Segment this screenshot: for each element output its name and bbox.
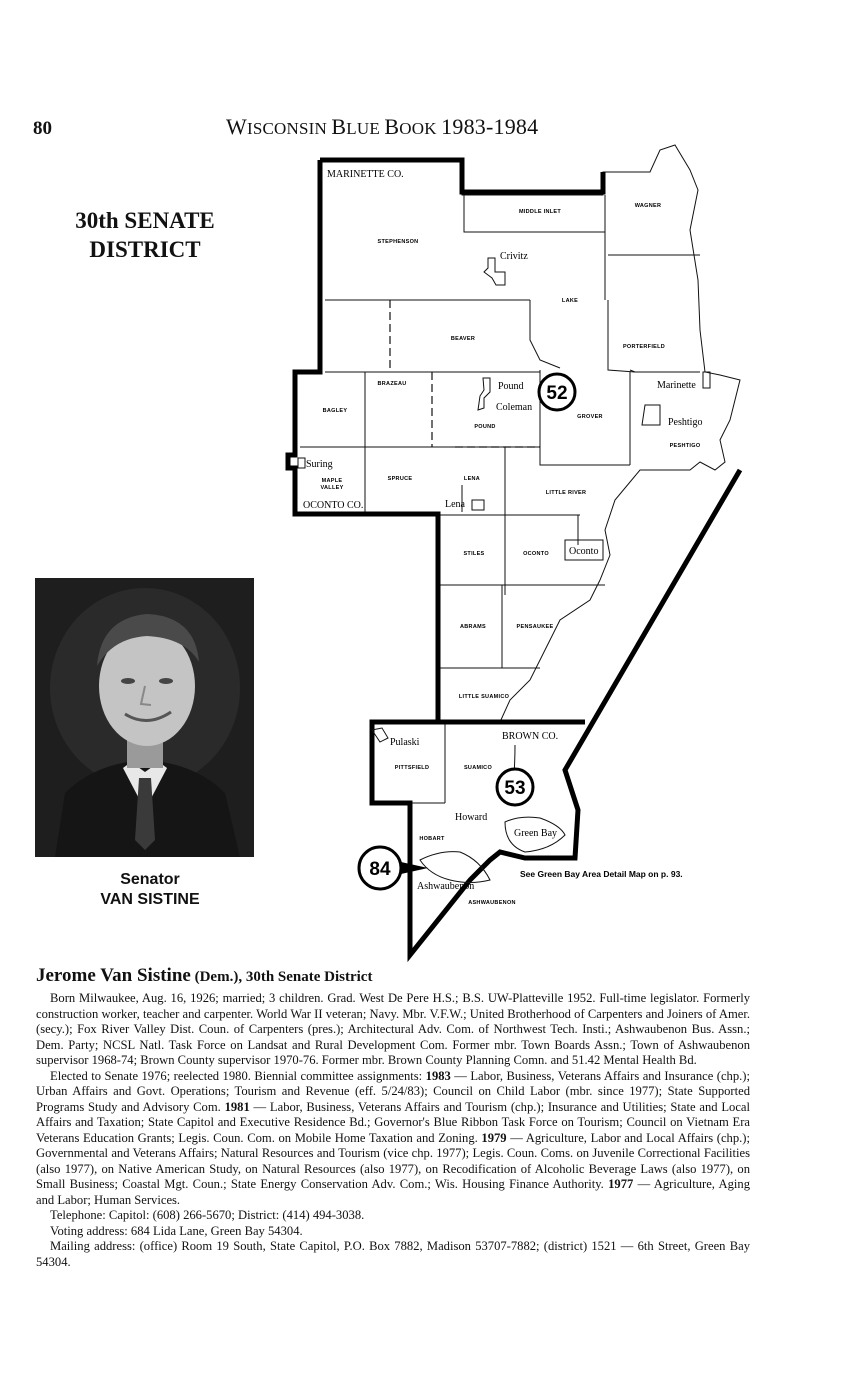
bio-telephone: Telephone: Capitol: (608) 266-5670; District: (414) 494-3038. xyxy=(50,1208,365,1222)
label-bagley: BAGLEY xyxy=(322,408,348,414)
label-suring: Suring xyxy=(306,459,333,470)
year-1979: 1979 xyxy=(481,1130,507,1145)
label-coleman: Coleman xyxy=(496,402,533,413)
bio-paragraph-background: Born Milwaukee, Aug. 16, 1926; married; 3 children. Grad. West De Pere H.S.; B.S. UW-Platteville 1952. Full-time legislator. Formerly construction worker, teacher and carpenter. World War II veteran; Navy. Mbr. V.F.W.; United Brotherhood of Carpenters and Joiners of Amer. (secy.); Fox River Valley Dist. Coun. of Carpenters (pres.); Architectural Adv. Com. of Northwest Tech. Insti.; Ashwaubenon Bus. Assn.; Dem. Party; NCSL Natl. Task Force on Landsat and Rural Development Com. Former mbr. Town Boards Assn.; Town of Ashwaubenon supervisor 1968-74; Brown County supervisor 1970-76. Former mbr. Brown County Planning Comn. and 51.42 Mental Health Bd. xyxy=(36,991,750,1067)
label-stiles: STILES xyxy=(463,551,485,557)
label-abrams: ABRAMS xyxy=(460,624,486,630)
running-head-b: B xyxy=(331,114,347,139)
district-title-line1: 30th SENATE xyxy=(75,208,215,233)
running-head-lue: LUE xyxy=(346,119,385,138)
caption-title: Senator xyxy=(120,871,180,888)
label-maple-valley-1: MAPLE xyxy=(321,478,343,484)
bio-voting-address: Voting address: 684 Lida Lane, Green Bay 54304. xyxy=(50,1223,303,1238)
year-1981: 1981 xyxy=(224,1099,250,1114)
district-map xyxy=(270,135,770,965)
running-head-isconsin: ISCONSIN xyxy=(246,119,332,138)
senator-name: Jerome Van Sistine xyxy=(36,965,191,986)
label-crivitz: Crivitz xyxy=(500,251,528,262)
district-84-pointer xyxy=(401,862,428,874)
senator-biography xyxy=(36,964,750,1270)
label-peshtigo-city: Peshtigo xyxy=(668,417,703,428)
label-porterfield: PORTERFIELD xyxy=(622,344,666,350)
label-oconto-town: OCONTO xyxy=(523,551,549,557)
running-head-b2: B xyxy=(384,114,400,139)
committees-1981: — Labor, Business, Veterans Affairs and Tourism (chp.); Insurance and Utilities; State and Local Affairs and Taxation; State Capitol and Executive Residence Bd.; Governor's Blue Ribbon Task Force on Tourism; Council on Vietnam Era Veterans Education Grants; Legis. Coun. Com. on Mobile Home Taxation and Zoning. xyxy=(36,1099,750,1145)
label-peshtigo-town: PESHTIGO xyxy=(669,443,701,449)
label-pulaski: Pulaski xyxy=(390,737,420,748)
committees-1977: — Agriculture, Aging and Labor; Human Services. xyxy=(36,1177,750,1207)
label-wagner: WAGNER xyxy=(634,203,662,209)
running-head-ook: OOK xyxy=(399,119,442,138)
label-pound-town: POUND xyxy=(474,424,496,430)
label-brown-co: BROWN CO. xyxy=(502,731,559,742)
assembly-district-53: 53 xyxy=(504,778,526,799)
map-boundaries xyxy=(300,145,740,803)
label-little-suamico: LITTLE SUAMICO xyxy=(458,694,510,700)
label-spruce: SPRUCE xyxy=(387,476,413,482)
committees-1983: — Labor, Business, Veterans Affairs and Insurance (chp.); Urban Affairs and Govt. Operations; Tourism and Revenue (eff. 5/24/83); Council on Child Labor (mbr. since 1977); State Supported Programs Study and Advisory Com. xyxy=(36,1068,750,1114)
label-stephenson: STEPHENSON xyxy=(377,239,419,245)
caption-name: VAN SISTINE xyxy=(100,891,200,908)
year-1983: 1983 xyxy=(425,1068,451,1083)
photo-caption xyxy=(40,870,260,910)
assembly-district-52: 52 xyxy=(546,383,568,404)
label-middle-inlet: MIDDLE INLET xyxy=(518,209,562,215)
bio-mailing-address: Mailing address: (office) Room 19 South, State Capitol, P.O. Box 7882, Madison 53707-7882; (district) 1521 — 6th Street, Green Bay 54304. xyxy=(36,1239,750,1269)
bio-paragraph-committees xyxy=(36,1069,750,1209)
senator-portrait xyxy=(35,578,254,857)
label-suamico: SUAMICO xyxy=(463,765,493,771)
label-brazeau: BRAZEAU xyxy=(377,381,407,387)
label-grover: GROVER xyxy=(577,414,603,420)
assembly-district-84: 84 xyxy=(369,859,391,880)
label-ashwaubenon-city: Ashwaubenon xyxy=(417,881,475,892)
map-detail-note: See Green Bay Area Detail Map on p. 93. xyxy=(520,869,683,879)
committees-intro: Elected to Senate 1976; reelected 1980. Biennial committee assignments: xyxy=(50,1068,426,1083)
label-little-river: LITTLE RIVER xyxy=(545,490,587,496)
label-beaver: BEAVER xyxy=(450,336,476,342)
label-pound-city: Pound xyxy=(498,381,524,392)
label-pittsfield: PITTSFIELD xyxy=(394,765,430,771)
portrait-image xyxy=(35,578,254,857)
running-head-year: 1983-1984 xyxy=(441,114,539,139)
running-head-w: W xyxy=(226,114,247,139)
label-green-bay: Green Bay xyxy=(514,828,558,839)
label-oconto-city: Oconto xyxy=(569,546,599,557)
label-lake: LAKE xyxy=(561,298,579,304)
committees-1979: — Agriculture, Labor and Local Affairs (chp.); Governmental and Veterans Affairs; Natural Resources and Tourism (vice chp. 1977); Legis. Coun. Coms. on Juvenile Correctional Facilities (also 1977), on Native American Study, on Natural Resources (also 1977), on Recodification of Alcoholic Beverage Laws (also 1977), on Small Business; Coastal Mgt. Coun.; State Energy Conservation Adv. Com.; Wis. Housing Finance Authority. xyxy=(36,1130,750,1191)
label-howard: Howard xyxy=(455,812,488,823)
label-marinette-city: Marinette xyxy=(657,380,696,391)
label-hobart: HOBART xyxy=(419,836,445,842)
year-1977: 1977 xyxy=(608,1177,634,1191)
label-lena-town: LENA xyxy=(463,476,481,482)
label-oconto-co: OCONTO CO. xyxy=(303,500,364,511)
district-title xyxy=(40,206,250,264)
bio-heading-detail: (Dem.), 30th Senate District xyxy=(190,969,373,985)
label-marinette-co: MARINETTE CO. xyxy=(327,169,404,180)
label-lena-city: Lena xyxy=(445,499,465,510)
label-maple-valley-2: VALLEY xyxy=(320,485,344,491)
page-number: 80 xyxy=(33,118,52,139)
label-pensaukee: PENSAUKEE xyxy=(516,624,554,630)
label-ashwaubenon-town: ASHWAUBENON xyxy=(468,900,516,906)
map-dashed-boundaries xyxy=(390,300,540,447)
bio-heading xyxy=(36,964,750,989)
district-title-line2: DISTRICT xyxy=(89,237,201,262)
